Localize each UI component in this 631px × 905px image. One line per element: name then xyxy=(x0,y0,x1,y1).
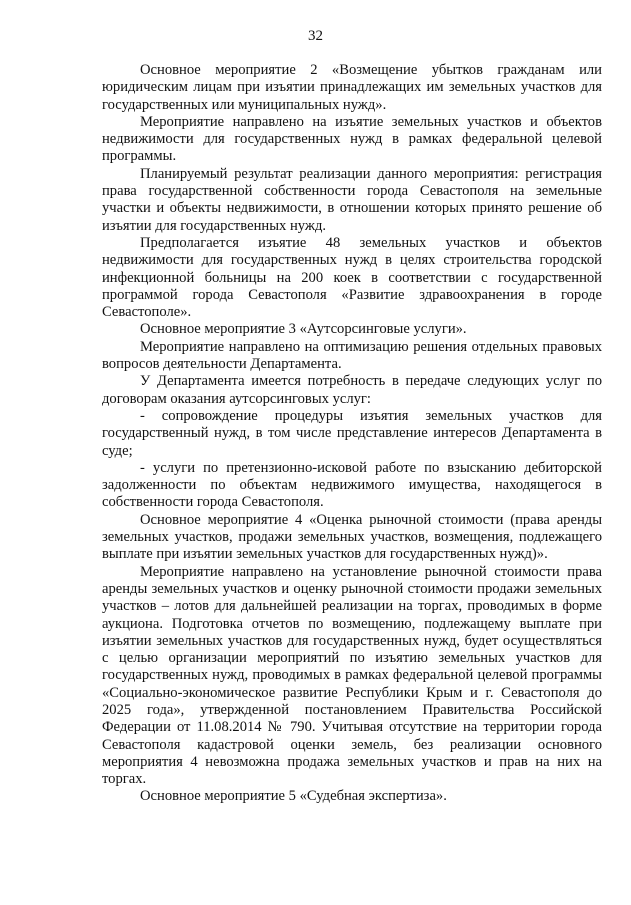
paragraph-measure-2-plan: Предполагается изъятие 48 земельных участков и объектов недвижимости для государственных нужд в целях строительства городской инфекционной больницы на 200 коек в соответствии с государственной программой города Севастополя «Развитие здравоохранения в городе Севастополе». xyxy=(102,234,602,321)
paragraph-measure-2-purpose: Мероприятие направлено на изъятие земельных участков и объектов недвижимости для государственных нужд в рамках федеральной целевой программы. xyxy=(102,113,602,165)
paragraph-measure-2-result: Планируемый результат реализации данного мероприятия: регистрация права государственной собственности города Севастополя на земельные участки и объекты недвижимости, в отношении которых принято решение об изъятии для государственных нужд. xyxy=(102,165,602,234)
list-item-claims: - услуги по претензионно-исковой работе по взысканию дебиторской задолженности по объектам недвижимого имущества, находящегося в собственности города Севастополя. xyxy=(102,459,602,511)
document-body xyxy=(102,62,602,806)
list-item-support: - сопровождение процедуры изъятия земельных участков для государственный нужд, в том числе представление интересов Департамента в суде; xyxy=(102,407,602,459)
paragraph-measure-3-title: Основное мероприятие 3 «Аутсорсинговые услуги». xyxy=(140,321,467,338)
paragraph-measure-3-purpose: Мероприятие направлено на оптимизацию решения отдельных правовых вопросов деятельности Департамента. xyxy=(102,338,602,373)
paragraph-measure-4-purpose: Мероприятие направлено на установление рыночной стоимости права аренды земельных участков и оценку рыночной стоимости продажи земельных участков – лотов для дальнейшей реализации на торгах, проводимых в форме аукциона. Подготовка отчетов по возмещению, подлежащему выплате при изъятии земельных участков для государственных нужд, будет осуществляться с целью организации мероприятий по изъятию земельных участков для государственных нужд, проводимых в рамках федеральной целевой программы «Социально-экономическое развитие Республики Крым и г. Севастополя до 2025 года», утвержденной постановлением Правительства Российской Федерации от 11.08.2014 № 790. Учитывая отсутствие на территории города Севастополя кадастровой оценки земель, без реализации основного мероприятия 4 невозможна продажа земельных участков и прав на них на торгах. xyxy=(102,563,602,788)
paragraph-measure-5-title: Основное мероприятие 5 «Судебная экспертиза». xyxy=(140,788,447,805)
page-number: 32 xyxy=(308,28,323,44)
paragraph-measure-4-title: Основное мероприятие 4 «Оценка рыночной стоимости (права аренды земельных участков, продажи земельных участков, возмещения, подлежащего выплате при изъятии земельных участков для государственных нужд)». xyxy=(102,511,602,563)
paragraph-measure-3-need: У Департамента имеется потребность в передаче следующих услуг по договорам оказания аутсорсинговых услуг: xyxy=(102,373,602,407)
paragraph-measure-2-title: Основное мероприятие 2 «Возмещение убытков гражданам или юридическим лицам при изъятии принадлежащих им земельных участков для государственных или муниципальных нужд». xyxy=(102,62,602,113)
